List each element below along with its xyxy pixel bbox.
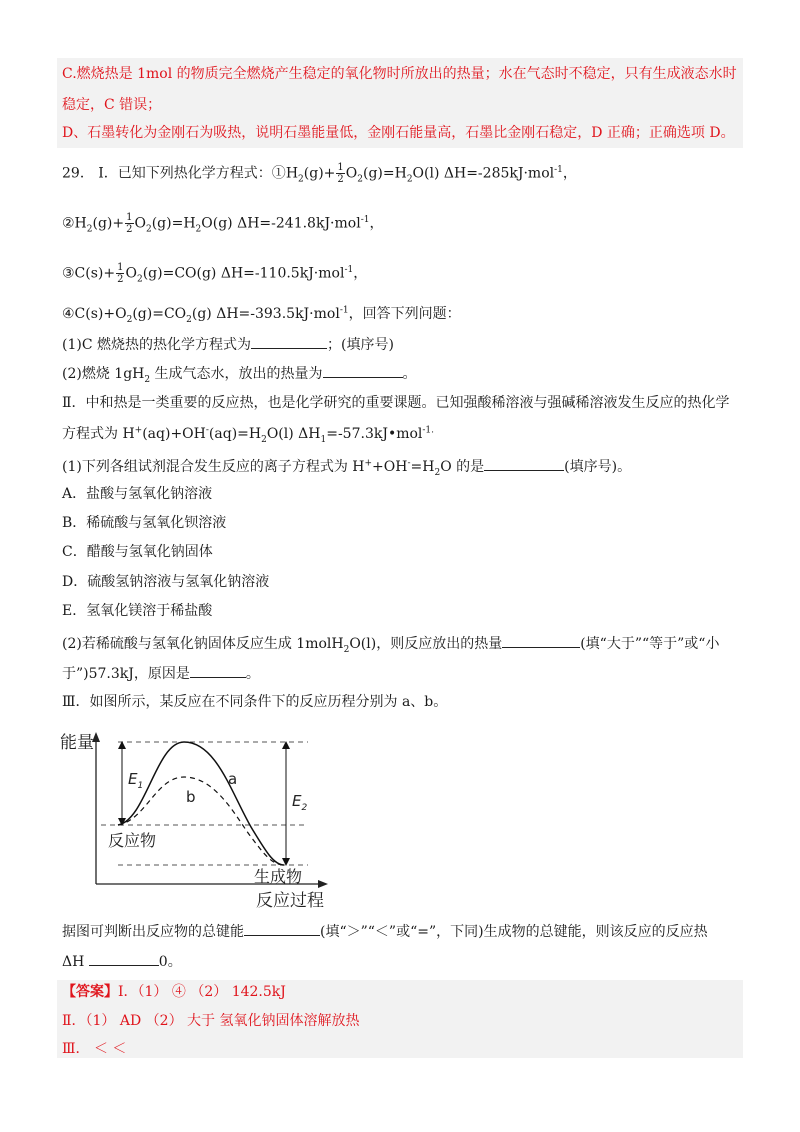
answer-blank[interactable]: [484, 455, 564, 471]
e1-label: $E_1$: [128, 770, 144, 791]
q29-part2-q1-line: (1)下列各组试剂混合发生反应的离子方程式为 $H^++OH^-=H_2O$ 的是 (填序号)。: [62, 455, 631, 477]
reactant-label: 反应物: [108, 831, 157, 850]
explanation-c-line2: 稳定，C 错误；: [62, 97, 162, 113]
product-label: 生成物: [254, 867, 303, 886]
answer-line1: 【答案】Ⅰ．（1） ④ （2） 142.5kJ: [62, 984, 286, 1000]
energy-diagram: [56, 722, 356, 912]
answer-blank[interactable]: [190, 662, 246, 678]
curve-a-label: a: [228, 770, 238, 788]
answer-blank[interactable]: [502, 632, 580, 648]
q29-part2-line2: 方程式为 $H^+(aq)+OH^-(aq)=H_2O(l)$ $\Delta H_1=-57.3kJ•mol^{-1.}$: [62, 425, 435, 445]
q29-final-line1: 据图可判断出反应物的总键能 (填“＞”“＜”或“=”，下同)生成物的总键能，则该反应的反应热: [62, 920, 708, 942]
x-axis-arrow: [318, 880, 328, 888]
q29-final-line2: ΔH 0。: [62, 950, 182, 972]
q29-part2-line1: Ⅱ．中和热是一类重要的反应热，也是化学研究的重要课题。已知强酸稀溶液与强碱稀溶液发生反应的热化学: [62, 395, 730, 411]
answer-blank[interactable]: [244, 920, 320, 936]
x-axis-label: 反应过程: [256, 891, 324, 911]
answer-label: 【答案】: [62, 984, 118, 1000]
curve-b-label: b: [186, 788, 196, 806]
q29-eq4-line: $④C(s)+O_2(g)=CO_2(g)$ ΔH=-393.5kJ·mol$^{-1}$，回答下列问题：: [62, 305, 461, 325]
fraction-half: $\frac{1}{2}$: [126, 212, 133, 235]
q29-q1-line: (1)C 燃烧热的热化学方程式为 ；(填序号): [62, 333, 394, 355]
q29-part1-intro: Ⅰ．已知下列热化学方程式：①: [98, 165, 286, 182]
option-a: A．盐酸与氢氧化钠溶液: [62, 486, 213, 502]
y-axis-label: 能量: [60, 733, 94, 753]
q29-eq2-line: $②H_2(g)+$ $\frac{1}{2}$ $O_2(g)=H_2O(g)$ ΔH=-241.8kJ·mol$^{-1}$，: [62, 212, 384, 235]
option-e: E．氢氧化镁溶于稀盐酸: [62, 603, 213, 619]
q29-part2-q2-line1: (2)若稀硫酸与氢氧化钠固体反应生成 1molH$_2$O(l)，则反应放出的热量 (填“大于”“等于”或“小: [62, 632, 719, 654]
answer-blank[interactable]: [323, 362, 403, 378]
fraction-half: $\frac{1}{2}$: [117, 262, 124, 285]
explanation-d-line: D、石墨转化为金刚石为吸热，说明石墨能量低，金刚石能量高，石墨比金刚石稳定，D 正确；正确选项 D。: [62, 125, 735, 141]
q29-eq3-line: ③C(s)+ $\frac{1}{2}$ $O_2(g)=CO(g)$ ΔH=-110.5kJ·mol$^{-1}$，: [62, 262, 368, 285]
answer-line2: Ⅱ．（1） AD （2） 大于 氢氧化钠固体溶解放热: [62, 1013, 360, 1029]
e2-label: $E_2$: [292, 792, 308, 813]
option-c: C．醋酸与氢氧化钠固体: [62, 544, 213, 560]
explanation-c-line1: C.燃烧热是 1mol 的物质完全燃烧产生稳定的氧化物时所放出的热量；水在气态时不稳定，只有生成液态水时: [62, 66, 737, 82]
q29-part2-q2-line2: 于”)57.3kJ，原因是 。: [62, 662, 260, 684]
answer-line3: Ⅲ． ＜ ＜: [62, 1041, 127, 1057]
answer-blank[interactable]: [89, 950, 159, 966]
option-d: D．硫酸氢钠溶液与氢氧化钠溶液: [62, 574, 270, 590]
q29-number: 29．: [62, 165, 94, 182]
q29-q2-line: (2)燃烧 $1gH_2$ 生成气态水，放出的热量为 。: [62, 362, 417, 384]
option-b: B．稀硫酸与氢氧化钡溶液: [62, 515, 227, 531]
q29-eq1-line: 29． Ⅰ．已知下列热化学方程式：$①H_2(g)+$ $\frac{1}{2}$ $O_2(g)=H_2O(l)$ ΔH=-285kJ·mol$^{-1}$，: [62, 162, 577, 185]
answer-blank[interactable]: [251, 333, 327, 349]
fraction-half: $\frac{1}{2}$: [337, 162, 344, 185]
q29-part3-line: Ⅲ．如图所示，某反应在不同条件下的反应历程分别为 a、b。: [62, 694, 448, 710]
